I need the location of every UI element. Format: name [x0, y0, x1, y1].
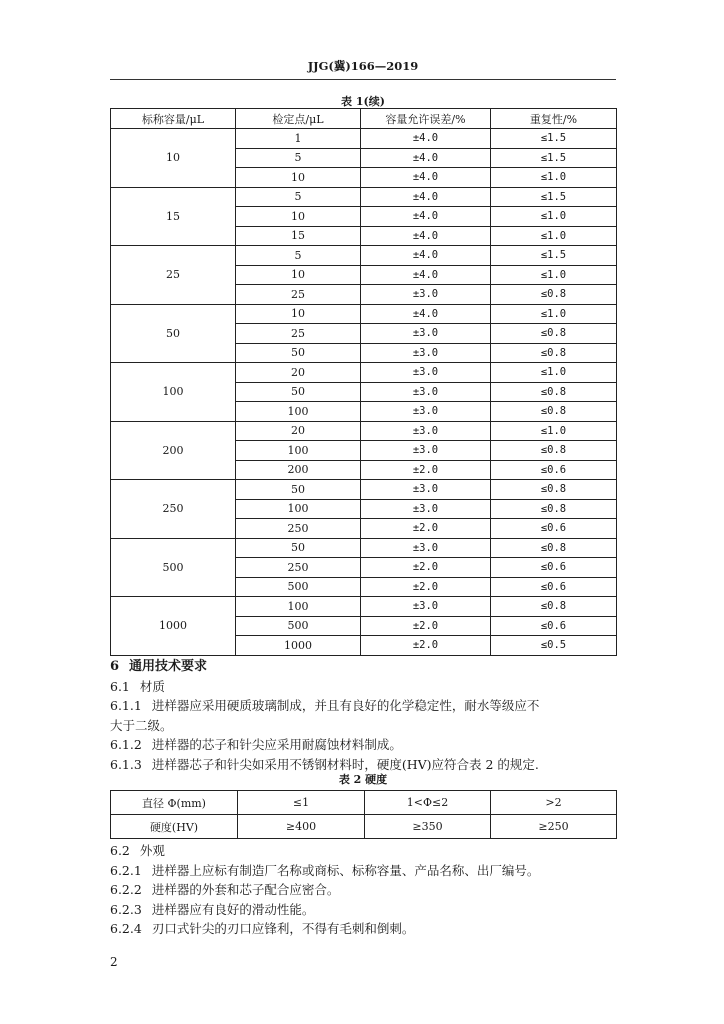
table1-repeatability-cell: ≤0.8 [491, 343, 617, 363]
table1-repeatability-cell: ≤0.6 [491, 460, 617, 480]
table1-repeatability-cell: ≤0.8 [491, 402, 617, 422]
table1-point-cell: 250 [236, 558, 361, 578]
table1-point-cell: 100 [236, 402, 361, 422]
section-6-heading: 6 通用技术要求 [110, 659, 208, 674]
table1-tolerance-cell: ±4.0 [361, 148, 491, 168]
table1-point-cell: 10 [236, 207, 361, 227]
table1-point-cell: 50 [236, 343, 361, 363]
table1-tolerance-cell: ±4.0 [361, 129, 491, 149]
table1-tolerance-cell: ±4.0 [361, 265, 491, 285]
table1-tolerance-cell: ±3.0 [361, 480, 491, 500]
table1-tolerance-cell: ±3.0 [361, 382, 491, 402]
table2-hardness [110, 790, 617, 839]
table1-repeatability-cell: ≤1.0 [491, 168, 617, 188]
section-6-2-body [110, 841, 616, 939]
table1-point-cell: 100 [236, 597, 361, 617]
table1-point-cell: 50 [236, 538, 361, 558]
table1-repeatability-cell: ≤1.0 [491, 207, 617, 227]
table1-repeatability-cell: ≤0.8 [491, 285, 617, 305]
table1-tolerance-cell: ±4.0 [361, 246, 491, 266]
table1-point-cell: 5 [236, 148, 361, 168]
table1-tolerance-cell: ±3.0 [361, 441, 491, 461]
clause-6-2-2: 6.2.2 进样器的外套和芯子配合应密合。 [110, 882, 340, 897]
table1-verification-points [110, 108, 617, 656]
section-6-body [110, 657, 616, 774]
table1-repeatability-cell: ≤0.8 [491, 382, 617, 402]
table1-nominal-cell: 200 [111, 421, 236, 480]
table1-repeatability-cell: ≤0.8 [491, 441, 617, 461]
table1-repeatability-cell: ≤1.0 [491, 304, 617, 324]
section-6-2-heading: 6.2 外观 [110, 843, 165, 858]
table1-row [111, 187, 617, 207]
table1-tolerance-cell: ±4.0 [361, 226, 491, 246]
table1-repeatability-cell: ≤1.0 [491, 226, 617, 246]
table1-tolerance-cell: ±4.0 [361, 187, 491, 207]
table1-repeatability-cell: ≤1.5 [491, 148, 617, 168]
table1-point-cell: 100 [236, 499, 361, 519]
table1-tolerance-cell: ±3.0 [361, 324, 491, 344]
table1-point-cell: 50 [236, 480, 361, 500]
table1-nominal-cell: 250 [111, 480, 236, 539]
table2-cell: ≥250 [491, 815, 617, 839]
table1-tolerance-cell: ±4.0 [361, 168, 491, 188]
table2-diameter-row [111, 791, 617, 815]
table1-point-cell: 15 [236, 226, 361, 246]
table1-tolerance-cell: ±3.0 [361, 402, 491, 422]
clause-6-1-3: 6.1.3 进样器芯子和针尖如采用不锈钢材料时，硬度(HV)应符合表 2 的规定. [110, 756, 539, 772]
table1-row [111, 246, 617, 266]
table1-tolerance-cell: ±3.0 [361, 285, 491, 305]
table1-point-cell: 20 [236, 363, 361, 383]
table1-point-cell: 1 [236, 129, 361, 149]
table1-row [111, 597, 617, 617]
table2-cell: 直径 Φ(mm) [111, 791, 238, 815]
table1-nominal-cell: 25 [111, 246, 236, 305]
table1-tolerance-cell: ±2.0 [361, 577, 491, 597]
table1-repeatability-cell: ≤0.8 [491, 499, 617, 519]
table1-nominal-cell: 10 [111, 129, 236, 188]
table2-cell: ≥350 [365, 815, 491, 839]
clause-6-1-1: 6.1.1 进样器应采用硬质玻璃制成，并且有良好的化学稳定性，耐水等级应不 [110, 698, 540, 713]
table1-point-cell: 500 [236, 577, 361, 597]
table1-row [111, 129, 617, 149]
table1-repeatability-cell: ≤0.6 [491, 519, 617, 539]
table1-nominal-cell: 50 [111, 304, 236, 363]
table1-col-point: 检定点/μL [236, 109, 361, 129]
table1-tolerance-cell: ±3.0 [361, 538, 491, 558]
table1-tolerance-cell: ±3.0 [361, 343, 491, 363]
table1-tolerance-cell: ±2.0 [361, 558, 491, 578]
table1-tolerance-cell: ±2.0 [361, 616, 491, 636]
table1-repeatability-cell: ≤0.6 [491, 558, 617, 578]
clause-6-1-1-continued: 大于二级。 [110, 717, 173, 733]
table1-tolerance-cell: ±4.0 [361, 207, 491, 227]
table1-row [111, 421, 617, 441]
table1-point-cell: 1000 [236, 636, 361, 656]
table1-repeatability-cell: ≤0.8 [491, 480, 617, 500]
table1-tolerance-cell: ±2.0 [361, 636, 491, 656]
table1-repeatability-cell: ≤1.0 [491, 265, 617, 285]
table1-repeatability-cell: ≤1.5 [491, 246, 617, 266]
header-divider [110, 79, 616, 80]
table2-caption: 表 2 硬度 [338, 773, 388, 786]
table2-hardness-row [111, 815, 617, 839]
table1-repeatability-cell: ≤0.8 [491, 538, 617, 558]
table1-point-cell: 100 [236, 441, 361, 461]
page-number: 2 [110, 955, 118, 969]
table1-point-cell: 10 [236, 304, 361, 324]
table1-nominal-cell: 100 [111, 363, 236, 422]
clause-6-2-1: 6.2.1 进样器上应标有制造厂名称或商标、标称容量、产品名称、出厂编号。 [110, 862, 540, 878]
table1-tolerance-cell: ±2.0 [361, 519, 491, 539]
table1-tolerance-cell: ±2.0 [361, 460, 491, 480]
table1-tolerance-cell: ±3.0 [361, 421, 491, 441]
table2-cell: ≥400 [238, 815, 365, 839]
table1-point-cell: 20 [236, 421, 361, 441]
table1-tolerance-cell: ±3.0 [361, 363, 491, 383]
table1-point-cell: 50 [236, 382, 361, 402]
table1-repeatability-cell: ≤1.5 [491, 129, 617, 149]
table1-repeatability-cell: ≤0.5 [491, 636, 617, 656]
section-6-1-heading: 6.1 材质 [110, 678, 165, 694]
table1-point-cell: 5 [236, 187, 361, 207]
table1-point-cell: 5 [236, 246, 361, 266]
table1-point-cell: 200 [236, 460, 361, 480]
table1-nominal-cell: 500 [111, 538, 236, 597]
table1-row [111, 304, 617, 324]
table1-repeatability-cell: ≤1.5 [491, 187, 617, 207]
table1-col-tolerance: 容量允许误差/% [361, 109, 491, 129]
table1-repeatability-cell: ≤1.0 [491, 421, 617, 441]
table1-header-row [111, 109, 617, 129]
table2-cell: 1<Φ≤2 [365, 791, 491, 815]
document-header-code: JJG(冀)166—2019 [307, 59, 419, 73]
clause-6-2-4: 6.2.4 刃口式针尖的刃口应锋利，不得有毛刺和倒刺。 [110, 921, 415, 936]
table1-point-cell: 500 [236, 616, 361, 636]
table2-cell: 硬度(HV) [111, 815, 238, 839]
table1-point-cell: 250 [236, 519, 361, 539]
table1-row [111, 538, 617, 558]
table1-point-cell: 10 [236, 168, 361, 188]
table1-repeatability-cell: ≤0.6 [491, 616, 617, 636]
table2-cell: >2 [491, 791, 617, 815]
table1-tolerance-cell: ±3.0 [361, 499, 491, 519]
table1-repeatability-cell: ≤1.0 [491, 363, 617, 383]
table1-point-cell: 25 [236, 324, 361, 344]
table2-cell: ≤1 [238, 791, 365, 815]
table1-row [111, 363, 617, 383]
table1-caption: 表 1(续) [341, 95, 385, 108]
table1-row [111, 480, 617, 500]
table1-repeatability-cell: ≤0.8 [491, 597, 617, 617]
table1-tolerance-cell: ±4.0 [361, 304, 491, 324]
table1-tolerance-cell: ±3.0 [361, 597, 491, 617]
table1-point-cell: 25 [236, 285, 361, 305]
clause-6-2-3: 6.2.3 进样器应有良好的滑动性能。 [110, 901, 315, 917]
table1-repeatability-cell: ≤0.6 [491, 577, 617, 597]
table1-col-repeatability: 重复性/% [491, 109, 617, 129]
table1-point-cell: 10 [236, 265, 361, 285]
table1-col-nominal: 标称容量/μL [111, 109, 236, 129]
table1-repeatability-cell: ≤0.8 [491, 324, 617, 344]
clause-6-1-2: 6.1.2 进样器的芯子和针尖应采用耐腐蚀材料制成。 [110, 737, 402, 752]
table1-nominal-cell: 1000 [111, 597, 236, 656]
table1-nominal-cell: 15 [111, 187, 236, 246]
